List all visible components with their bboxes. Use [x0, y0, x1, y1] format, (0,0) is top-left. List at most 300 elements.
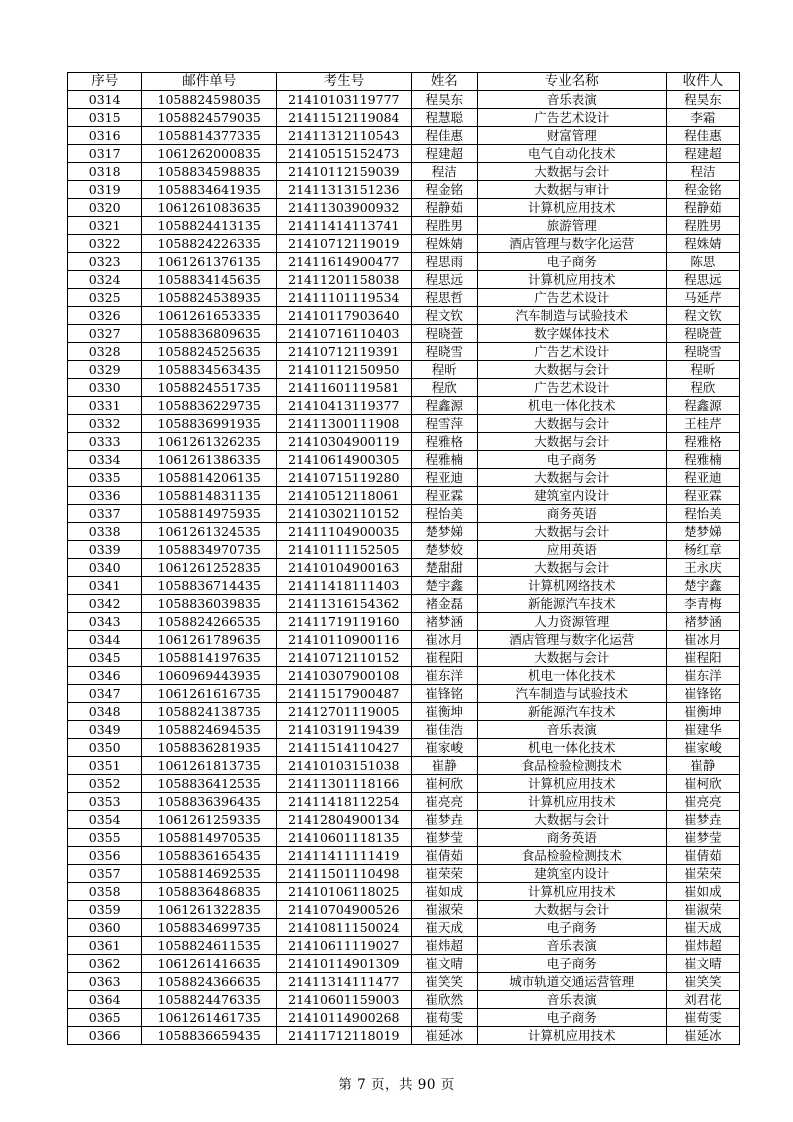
cell-index: 0336 [68, 487, 142, 505]
table-row [68, 631, 740, 649]
cell-mail-number: 1058836486835 [142, 883, 277, 901]
cell-mail-number: 1058824366635 [142, 973, 277, 991]
cell-name: 程慧聪 [411, 109, 477, 127]
cell-exam-number: 21411414113741 [277, 217, 412, 235]
cell-mail-number: 1061261324535 [142, 523, 277, 541]
cell-index: 0348 [68, 703, 142, 721]
cell-index: 0347 [68, 685, 142, 703]
cell-recipient: 程晓萱 [666, 325, 739, 343]
cell-name: 崔淑荣 [411, 901, 477, 919]
table-row [68, 667, 740, 685]
cell-mail-number: 1058836396435 [142, 793, 277, 811]
cell-name: 程姝婧 [411, 235, 477, 253]
cell-major: 大数据与会计 [477, 649, 666, 667]
cell-major: 电子商务 [477, 253, 666, 271]
cell-name: 程雪萍 [411, 415, 477, 433]
cell-recipient: 王桂芹 [666, 415, 739, 433]
cell-major: 广告艺术设计 [477, 343, 666, 361]
cell-exam-number: 21410112150950 [277, 361, 412, 379]
cell-recipient: 程佳惠 [666, 127, 739, 145]
cell-exam-number: 21411512119084 [277, 109, 412, 127]
cell-name: 程亚霖 [411, 487, 477, 505]
cell-major: 电子商务 [477, 451, 666, 469]
cell-major: 广告艺术设计 [477, 379, 666, 397]
header-index: 序号 [68, 73, 142, 91]
table-row [68, 145, 740, 163]
cell-exam-number: 21410114900268 [277, 1009, 412, 1027]
cell-recipient: 楚宇鑫 [666, 577, 739, 595]
cell-major: 计算机网络技术 [477, 577, 666, 595]
cell-name: 程欣 [411, 379, 477, 397]
cell-mail-number: 1058836412535 [142, 775, 277, 793]
cell-exam-number: 21411712118019 [277, 1027, 412, 1045]
cell-name: 褚梦涵 [411, 613, 477, 631]
cell-index: 0355 [68, 829, 142, 847]
cell-recipient: 崔衡坤 [666, 703, 739, 721]
table-row [68, 505, 740, 523]
cell-major: 建筑室内设计 [477, 487, 666, 505]
cell-recipient: 崔笑笑 [666, 973, 739, 991]
cell-major: 食品检验检测技术 [477, 757, 666, 775]
cell-name: 崔荣荣 [411, 865, 477, 883]
cell-index: 0331 [68, 397, 142, 415]
cell-exam-number: 21411300111908 [277, 415, 412, 433]
cell-name: 程思雨 [411, 253, 477, 271]
header-name: 姓名 [411, 73, 477, 91]
table-row [68, 487, 740, 505]
cell-mail-number: 1058814692535 [142, 865, 277, 883]
cell-major: 大数据与会计 [477, 361, 666, 379]
cell-mail-number: 1058836229735 [142, 397, 277, 415]
cell-name: 程亚迪 [411, 469, 477, 487]
cell-mail-number: 1058834970735 [142, 541, 277, 559]
cell-name: 程洁 [411, 163, 477, 181]
cell-major: 电气自动化技术 [477, 145, 666, 163]
cell-exam-number: 21410111152505 [277, 541, 412, 559]
cell-exam-number: 21410106118025 [277, 883, 412, 901]
table-row [68, 415, 740, 433]
cell-mail-number: 1058824611535 [142, 937, 277, 955]
table-row [68, 343, 740, 361]
cell-name: 崔倩茹 [411, 847, 477, 865]
cell-index: 0339 [68, 541, 142, 559]
table-row [68, 235, 740, 253]
cell-major: 汽车制造与试验技术 [477, 307, 666, 325]
cell-index: 0317 [68, 145, 142, 163]
cell-exam-number: 21411719119160 [277, 613, 412, 631]
table-row [68, 721, 740, 739]
table-row [68, 199, 740, 217]
header-major: 专业名称 [477, 73, 666, 91]
cell-recipient: 崔建华 [666, 721, 739, 739]
cell-index: 0353 [68, 793, 142, 811]
cell-major: 酒店管理与数字化运营 [477, 631, 666, 649]
cell-mail-number: 1058824138735 [142, 703, 277, 721]
table-row [68, 163, 740, 181]
cell-mail-number: 1061261789635 [142, 631, 277, 649]
cell-name: 崔笑笑 [411, 973, 477, 991]
cell-major: 计算机应用技术 [477, 883, 666, 901]
cell-major: 大数据与会计 [477, 523, 666, 541]
cell-recipient: 程昕 [666, 361, 739, 379]
cell-major: 计算机应用技术 [477, 793, 666, 811]
cell-mail-number: 1061261813735 [142, 757, 277, 775]
cell-index: 0319 [68, 181, 142, 199]
cell-name: 崔文晴 [411, 955, 477, 973]
cell-index: 0314 [68, 91, 142, 109]
cell-exam-number: 21411312110543 [277, 127, 412, 145]
table-row [68, 217, 740, 235]
cell-mail-number: 1058814831135 [142, 487, 277, 505]
table-row [68, 577, 740, 595]
cell-exam-number: 21411601119581 [277, 379, 412, 397]
cell-exam-number: 21411514110427 [277, 739, 412, 757]
cell-major: 人力资源管理 [477, 613, 666, 631]
cell-recipient: 程亚迪 [666, 469, 739, 487]
cell-index: 0334 [68, 451, 142, 469]
table-row [68, 685, 740, 703]
cell-index: 0344 [68, 631, 142, 649]
cell-exam-number: 21410114901309 [277, 955, 412, 973]
cell-major: 计算机应用技术 [477, 775, 666, 793]
cell-name: 程金铭 [411, 181, 477, 199]
cell-recipient: 崔荣荣 [666, 865, 739, 883]
cell-mail-number: 1061261386335 [142, 451, 277, 469]
cell-recipient: 程亚霖 [666, 487, 739, 505]
cell-mail-number: 1058836714435 [142, 577, 277, 595]
cell-exam-number: 21411201158038 [277, 271, 412, 289]
cell-name: 程建超 [411, 145, 477, 163]
cell-name: 程雅楠 [411, 451, 477, 469]
cell-mail-number: 1058814377335 [142, 127, 277, 145]
cell-mail-number: 1058824579035 [142, 109, 277, 127]
cell-recipient: 程怡美 [666, 505, 739, 523]
cell-mail-number: 1058836659435 [142, 1027, 277, 1045]
cell-exam-number: 21412701119005 [277, 703, 412, 721]
cell-exam-number: 21411303900932 [277, 199, 412, 217]
table-row [68, 703, 740, 721]
cell-exam-number: 21410103151038 [277, 757, 412, 775]
cell-exam-number: 21411104900035 [277, 523, 412, 541]
cell-major: 应用英语 [477, 541, 666, 559]
table-row [68, 289, 740, 307]
cell-name: 程晓萱 [411, 325, 477, 343]
cell-mail-number: 1061261461735 [142, 1009, 277, 1027]
cell-exam-number: 21410712119019 [277, 235, 412, 253]
cell-major: 大数据与会计 [477, 163, 666, 181]
cell-index: 0335 [68, 469, 142, 487]
cell-exam-number: 21410117903640 [277, 307, 412, 325]
cell-recipient: 程昊东 [666, 91, 739, 109]
table-row [68, 973, 740, 991]
cell-exam-number: 21411411111419 [277, 847, 412, 865]
cell-mail-number: 1058834699735 [142, 919, 277, 937]
cell-index: 0351 [68, 757, 142, 775]
cell-mail-number: 1060969443935 [142, 667, 277, 685]
cell-recipient: 杨红章 [666, 541, 739, 559]
cell-name: 楚梦姣 [411, 541, 477, 559]
cell-recipient: 崔柯欣 [666, 775, 739, 793]
cell-name: 崔荀雯 [411, 1009, 477, 1027]
table-row [68, 451, 740, 469]
cell-exam-number: 21410413119377 [277, 397, 412, 415]
cell-exam-number: 21410302110152 [277, 505, 412, 523]
cell-name: 崔柯欣 [411, 775, 477, 793]
cell-name: 崔梦莹 [411, 829, 477, 847]
table-row [68, 811, 740, 829]
cell-name: 崔冰月 [411, 631, 477, 649]
mail-roster-table [67, 72, 740, 1045]
cell-recipient: 陈思 [666, 253, 739, 271]
cell-major: 商务英语 [477, 829, 666, 847]
cell-major: 音乐表演 [477, 991, 666, 1009]
cell-major: 电子商务 [477, 1009, 666, 1027]
cell-mail-number: 1061261252835 [142, 559, 277, 577]
cell-name: 崔锋铭 [411, 685, 477, 703]
table-row [68, 307, 740, 325]
cell-major: 大数据与审计 [477, 181, 666, 199]
cell-major: 酒店管理与数字化运营 [477, 235, 666, 253]
cell-name: 褚金磊 [411, 595, 477, 613]
cell-mail-number: 1061262000835 [142, 145, 277, 163]
cell-recipient: 程思远 [666, 271, 739, 289]
cell-major: 新能源汽车技术 [477, 703, 666, 721]
cell-name: 崔佳浩 [411, 721, 477, 739]
cell-index: 0343 [68, 613, 142, 631]
cell-exam-number: 21412804900134 [277, 811, 412, 829]
cell-exam-number: 21410304900119 [277, 433, 412, 451]
table-row [68, 361, 740, 379]
cell-mail-number: 1058834563435 [142, 361, 277, 379]
cell-major: 机电一体化技术 [477, 397, 666, 415]
cell-name: 程鑫源 [411, 397, 477, 415]
cell-exam-number: 21410512118061 [277, 487, 412, 505]
table-row [68, 397, 740, 415]
cell-major: 电子商务 [477, 919, 666, 937]
header-exam-number: 考生号 [277, 73, 412, 91]
cell-name: 程雅格 [411, 433, 477, 451]
cell-mail-number: 1058834145635 [142, 271, 277, 289]
cell-exam-number: 21410704900526 [277, 901, 412, 919]
cell-recipient: 李青梅 [666, 595, 739, 613]
cell-index: 0352 [68, 775, 142, 793]
table-row [68, 937, 740, 955]
cell-name: 崔如成 [411, 883, 477, 901]
table-row [68, 325, 740, 343]
table-row [68, 127, 740, 145]
cell-major: 计算机应用技术 [477, 1027, 666, 1045]
table-row [68, 91, 740, 109]
cell-recipient: 程胜男 [666, 217, 739, 235]
table-row [68, 613, 740, 631]
cell-name: 崔东洋 [411, 667, 477, 685]
cell-name: 崔欣然 [411, 991, 477, 1009]
cell-recipient: 崔延冰 [666, 1027, 739, 1045]
cell-recipient: 崔家峻 [666, 739, 739, 757]
cell-exam-number: 21411314111477 [277, 973, 412, 991]
table-row [68, 883, 740, 901]
cell-mail-number: 1061261083635 [142, 199, 277, 217]
cell-recipient: 崔东洋 [666, 667, 739, 685]
cell-exam-number: 21411517900487 [277, 685, 412, 703]
cell-exam-number: 21410110900116 [277, 631, 412, 649]
cell-index: 0322 [68, 235, 142, 253]
cell-major: 财富管理 [477, 127, 666, 145]
cell-mail-number: 1058834598835 [142, 163, 277, 181]
cell-exam-number: 21410601159003 [277, 991, 412, 1009]
cell-name: 程怡美 [411, 505, 477, 523]
table-row [68, 1027, 740, 1045]
table-row [68, 991, 740, 1009]
cell-index: 0327 [68, 325, 142, 343]
cell-index: 0363 [68, 973, 142, 991]
cell-name: 崔梦垚 [411, 811, 477, 829]
cell-major: 大数据与会计 [477, 469, 666, 487]
cell-exam-number: 21411301118166 [277, 775, 412, 793]
cell-recipient: 程静茹 [666, 199, 739, 217]
cell-recipient: 马延芹 [666, 289, 739, 307]
cell-name: 楚梦娣 [411, 523, 477, 541]
cell-recipient: 崔炜超 [666, 937, 739, 955]
cell-mail-number: 1061261322835 [142, 901, 277, 919]
table-row [68, 109, 740, 127]
page-footer: 第 7 页，共 90 页 [338, 1077, 455, 1093]
cell-recipient: 崔天成 [666, 919, 739, 937]
cell-index: 0345 [68, 649, 142, 667]
cell-mail-number: 1058824476335 [142, 991, 277, 1009]
cell-name: 程思远 [411, 271, 477, 289]
table-row [68, 595, 740, 613]
cell-recipient: 褚梦涵 [666, 613, 739, 631]
cell-index: 0341 [68, 577, 142, 595]
cell-name: 崔延冰 [411, 1027, 477, 1045]
cell-major: 机电一体化技术 [477, 667, 666, 685]
cell-major: 大数据与会计 [477, 415, 666, 433]
cell-index: 0323 [68, 253, 142, 271]
cell-exam-number: 21410715119280 [277, 469, 412, 487]
cell-index: 0362 [68, 955, 142, 973]
cell-major: 机电一体化技术 [477, 739, 666, 757]
cell-exam-number: 21411316154362 [277, 595, 412, 613]
cell-index: 0354 [68, 811, 142, 829]
cell-mail-number: 1058834641935 [142, 181, 277, 199]
table-row [68, 775, 740, 793]
cell-recipient: 崔荀雯 [666, 1009, 739, 1027]
cell-major: 计算机应用技术 [477, 271, 666, 289]
cell-recipient: 崔锋铭 [666, 685, 739, 703]
cell-name: 程文钦 [411, 307, 477, 325]
cell-recipient: 崔冰月 [666, 631, 739, 649]
cell-major: 大数据与会计 [477, 433, 666, 451]
table-row [68, 757, 740, 775]
cell-recipient: 崔倩茹 [666, 847, 739, 865]
table-row [68, 379, 740, 397]
table-row [68, 847, 740, 865]
cell-name: 崔亮亮 [411, 793, 477, 811]
cell-index: 0340 [68, 559, 142, 577]
cell-exam-number: 21410515152473 [277, 145, 412, 163]
cell-exam-number: 21410811150024 [277, 919, 412, 937]
cell-exam-number: 21410611119027 [277, 937, 412, 955]
cell-major: 建筑室内设计 [477, 865, 666, 883]
cell-mail-number: 1061261326235 [142, 433, 277, 451]
cell-major: 大数据与会计 [477, 559, 666, 577]
table-row [68, 955, 740, 973]
cell-major: 音乐表演 [477, 937, 666, 955]
cell-index: 0321 [68, 217, 142, 235]
table-row [68, 433, 740, 451]
cell-major: 城市轨道交通运营管理 [477, 973, 666, 991]
cell-index: 0366 [68, 1027, 142, 1045]
cell-index: 0316 [68, 127, 142, 145]
table-row [68, 649, 740, 667]
table-row [68, 865, 740, 883]
cell-recipient: 程建超 [666, 145, 739, 163]
cell-exam-number: 21411501110498 [277, 865, 412, 883]
cell-index: 0346 [68, 667, 142, 685]
cell-exam-number: 21410712110152 [277, 649, 412, 667]
cell-recipient: 程雅楠 [666, 451, 739, 469]
cell-major: 汽车制造与试验技术 [477, 685, 666, 703]
cell-mail-number: 1058824694535 [142, 721, 277, 739]
cell-recipient: 程雅格 [666, 433, 739, 451]
cell-exam-number: 21410319119439 [277, 721, 412, 739]
cell-mail-number: 1058836165435 [142, 847, 277, 865]
table-row [68, 1009, 740, 1027]
table-row [68, 829, 740, 847]
cell-major: 旅游管理 [477, 217, 666, 235]
cell-index: 0320 [68, 199, 142, 217]
cell-recipient: 崔静 [666, 757, 739, 775]
cell-index: 0356 [68, 847, 142, 865]
cell-name: 程昕 [411, 361, 477, 379]
cell-exam-number: 21411418112254 [277, 793, 412, 811]
cell-major: 商务英语 [477, 505, 666, 523]
cell-index: 0338 [68, 523, 142, 541]
table-row [68, 559, 740, 577]
cell-mail-number: 1058824266535 [142, 613, 277, 631]
table-row [68, 793, 740, 811]
cell-index: 0332 [68, 415, 142, 433]
cell-recipient: 崔梦莹 [666, 829, 739, 847]
cell-recipient: 崔文晴 [666, 955, 739, 973]
header-row [68, 73, 740, 91]
cell-recipient: 崔淑荣 [666, 901, 739, 919]
cell-index: 0349 [68, 721, 142, 739]
cell-index: 0358 [68, 883, 142, 901]
cell-index: 0359 [68, 901, 142, 919]
cell-major: 音乐表演 [477, 721, 666, 739]
cell-name: 崔静 [411, 757, 477, 775]
cell-recipient: 崔梦垚 [666, 811, 739, 829]
cell-index: 0325 [68, 289, 142, 307]
cell-index: 0333 [68, 433, 142, 451]
cell-major: 大数据与会计 [477, 811, 666, 829]
cell-exam-number: 21410112159039 [277, 163, 412, 181]
header-mail-number: 邮件单号 [142, 73, 277, 91]
cell-recipient: 楚梦娣 [666, 523, 739, 541]
cell-recipient: 王永庆 [666, 559, 739, 577]
cell-recipient: 崔程阳 [666, 649, 739, 667]
cell-recipient: 程洁 [666, 163, 739, 181]
cell-mail-number: 1058824598035 [142, 91, 277, 109]
cell-recipient: 程姝婧 [666, 235, 739, 253]
cell-name: 程思哲 [411, 289, 477, 307]
cell-mail-number: 1058814975935 [142, 505, 277, 523]
cell-index: 0357 [68, 865, 142, 883]
cell-name: 程晓雪 [411, 343, 477, 361]
cell-mail-number: 1061261416635 [142, 955, 277, 973]
